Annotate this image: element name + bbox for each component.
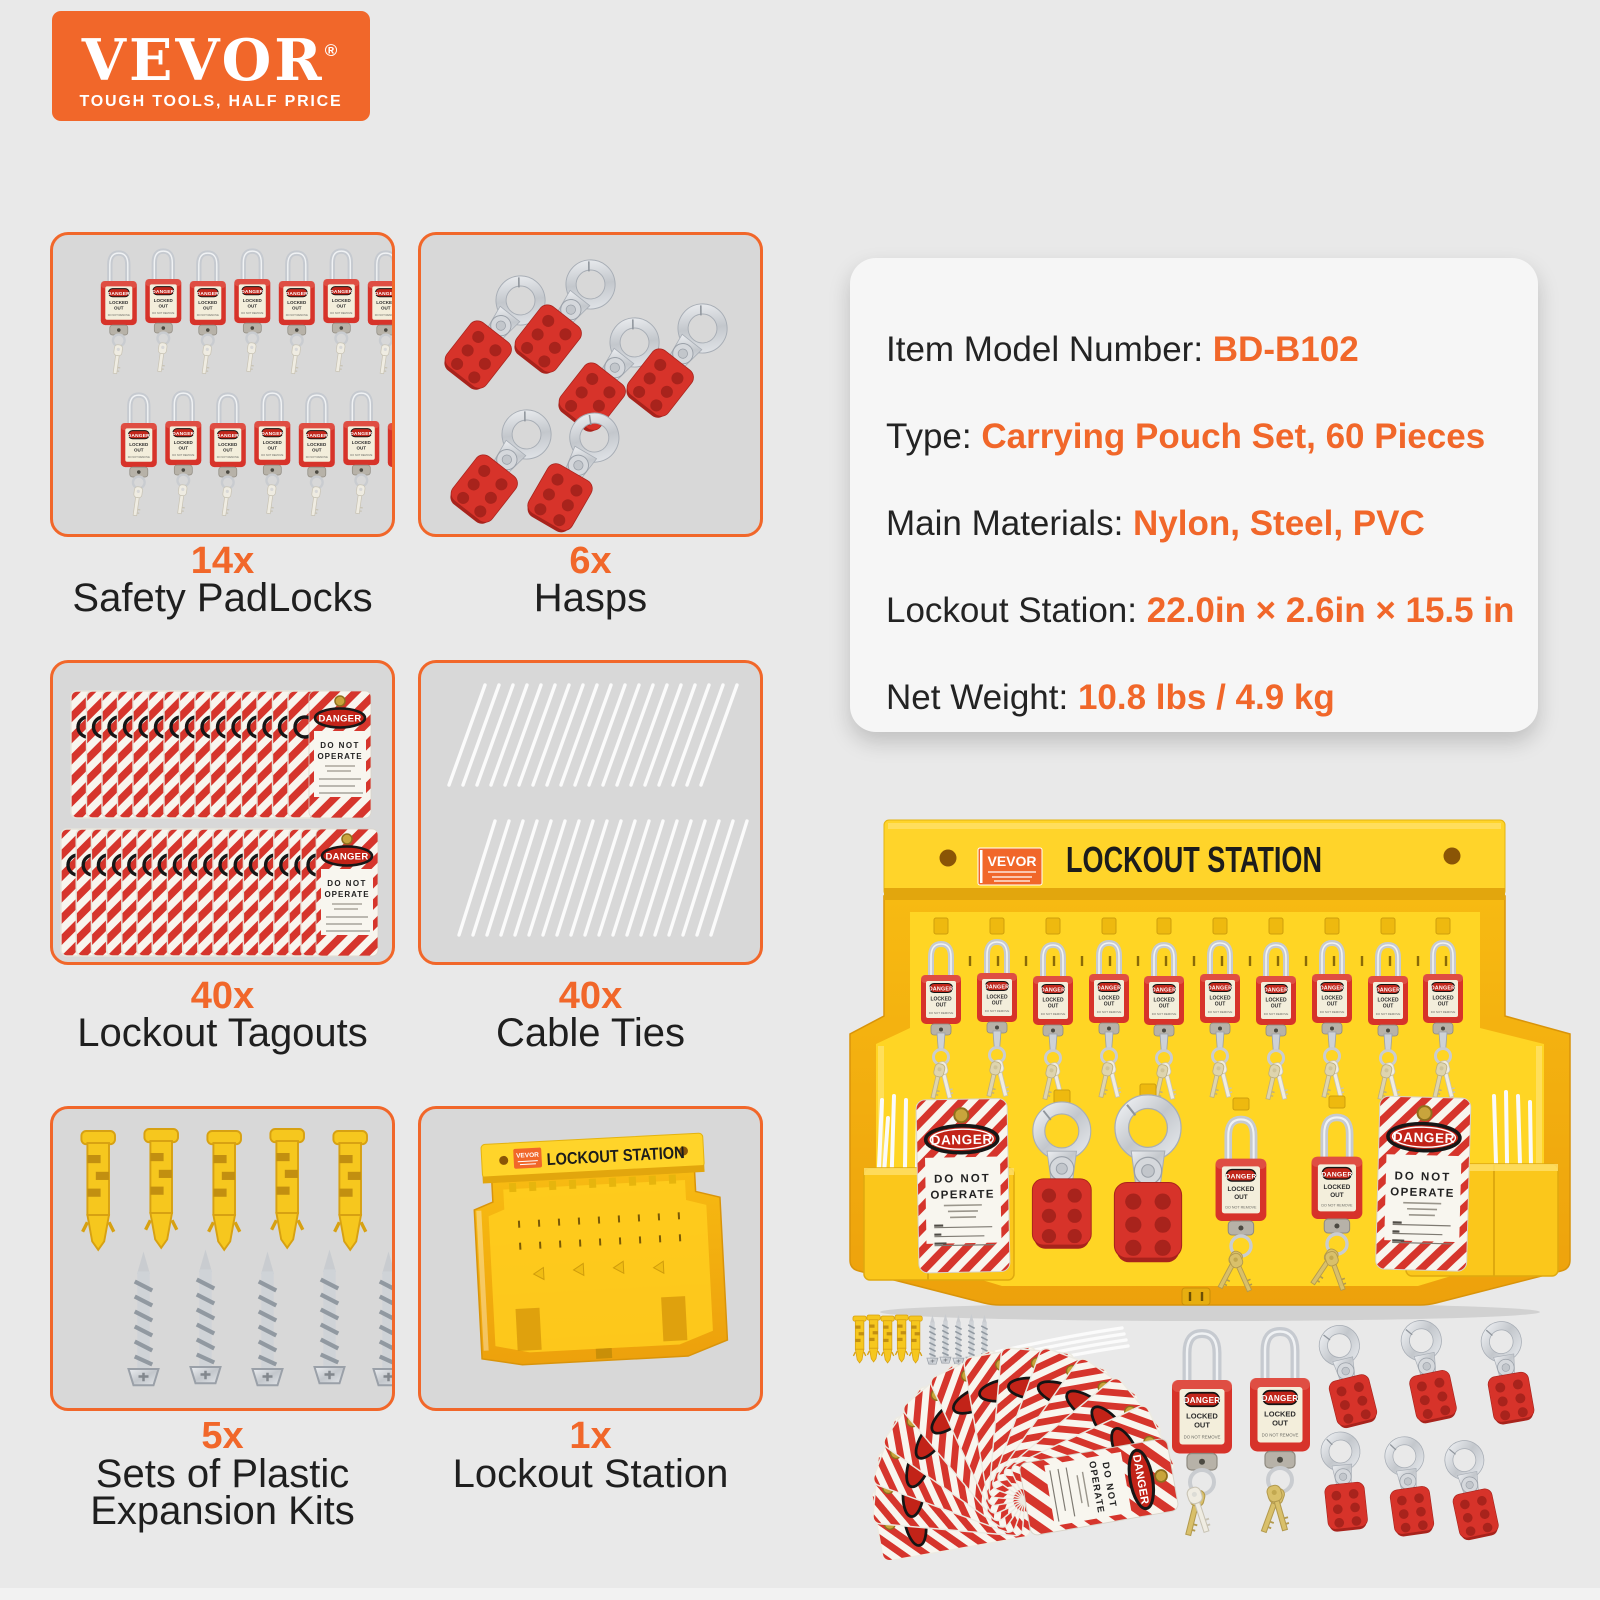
count-hasps: 6x — [569, 540, 612, 582]
tie-bundle-bottom — [459, 821, 747, 935]
label-hasps: Hasps — [533, 576, 648, 620]
station-header — [884, 820, 1505, 900]
tagouts-illustration — [53, 663, 392, 962]
loose-anchors — [853, 1315, 922, 1363]
spec-label: Lockout Station: — [886, 591, 1147, 630]
hasps-illustration — [421, 235, 760, 534]
station-tag-right — [1375, 1096, 1470, 1271]
loose-padlocks — [1172, 1332, 1310, 1537]
svg-text:LOCKOUT STATION: LOCKOUT STATION — [546, 1141, 708, 1170]
count-cable-ties: 40x — [558, 975, 623, 1017]
loose-hasps — [1315, 1317, 1536, 1542]
station-tag-left — [916, 1098, 1010, 1273]
count-lockout-station: 1x — [569, 1415, 612, 1457]
spec-value: Carrying Pouch Set, 60 Pieces — [981, 417, 1486, 456]
count-lockout-tagouts: 40x — [190, 975, 255, 1017]
spec-station-size — [886, 589, 1518, 633]
item-box-safety-padlocks — [50, 232, 395, 537]
item-box-hasps — [418, 232, 763, 537]
bottom-strip — [0, 1588, 1600, 1600]
item-box-expansion-kits — [50, 1106, 395, 1411]
label-expansion-kits-line1: Sets of Plastic — [95, 1452, 350, 1496]
padlocks-illustration — [53, 235, 392, 534]
spec-label: Net Weight: — [886, 678, 1078, 717]
svg-text:VEVOR: VEVOR — [515, 1151, 540, 1160]
spec-value: BD-B102 — [1212, 330, 1359, 369]
label-cable-ties: Cable Ties — [496, 1011, 685, 1055]
spec-value: Nylon, Steel, PVC — [1133, 504, 1425, 543]
spec-value: 10.8 lbs / 4.9 kg — [1077, 678, 1335, 717]
cable-ties-illustration — [421, 663, 760, 962]
tie-bundle-top — [449, 685, 737, 785]
item-box-lockout-tagouts — [50, 660, 395, 965]
label-lockout-tagouts: Lockout Tagouts — [77, 1011, 368, 1055]
label-safety-padlocks: Safety PadLocks — [72, 576, 373, 620]
count-safety-padlocks: 14x — [190, 540, 255, 582]
count-expansion-kits: 5x — [201, 1415, 244, 1457]
tag-stack-top — [71, 691, 371, 818]
spec-card — [850, 258, 1538, 732]
spec-model-number — [886, 328, 1518, 372]
lockout-station-photo — [830, 800, 1590, 1560]
loose-tag-fan — [871, 1346, 1179, 1560]
spec-net-weight — [886, 676, 1518, 720]
expansion-kits-illustration — [53, 1109, 392, 1408]
svg-text:LOCKOUT STATION: LOCKOUT STATION — [1066, 839, 1322, 880]
registered-mark: ® — [324, 40, 341, 60]
spec-label: Main Materials: — [886, 504, 1134, 543]
brand-logo — [52, 11, 370, 121]
brand-name: VEVOR® — [81, 26, 341, 94]
spec-value: 22.0in × 2.6in × 15.5 in — [1146, 591, 1515, 630]
brand-tagline: TOUGH TOOLS, HALF PRICE — [79, 92, 343, 110]
label-lockout-station: Lockout Station — [452, 1452, 729, 1496]
spec-type — [886, 415, 1518, 459]
item-box-lockout-station — [418, 1106, 763, 1411]
mini-station-illustration — [421, 1109, 760, 1408]
spec-materials — [886, 502, 1518, 546]
label-expansion-kits-line2: Expansion Kits — [90, 1489, 355, 1533]
tag-stack-bottom — [61, 829, 378, 956]
spec-label: Type: — [886, 417, 982, 456]
svg-text:VEVOR: VEVOR — [987, 853, 1037, 869]
item-box-cable-ties — [418, 660, 763, 965]
station-bottom-notch — [1182, 1288, 1210, 1305]
spec-label: Item Model Number: — [886, 330, 1213, 369]
